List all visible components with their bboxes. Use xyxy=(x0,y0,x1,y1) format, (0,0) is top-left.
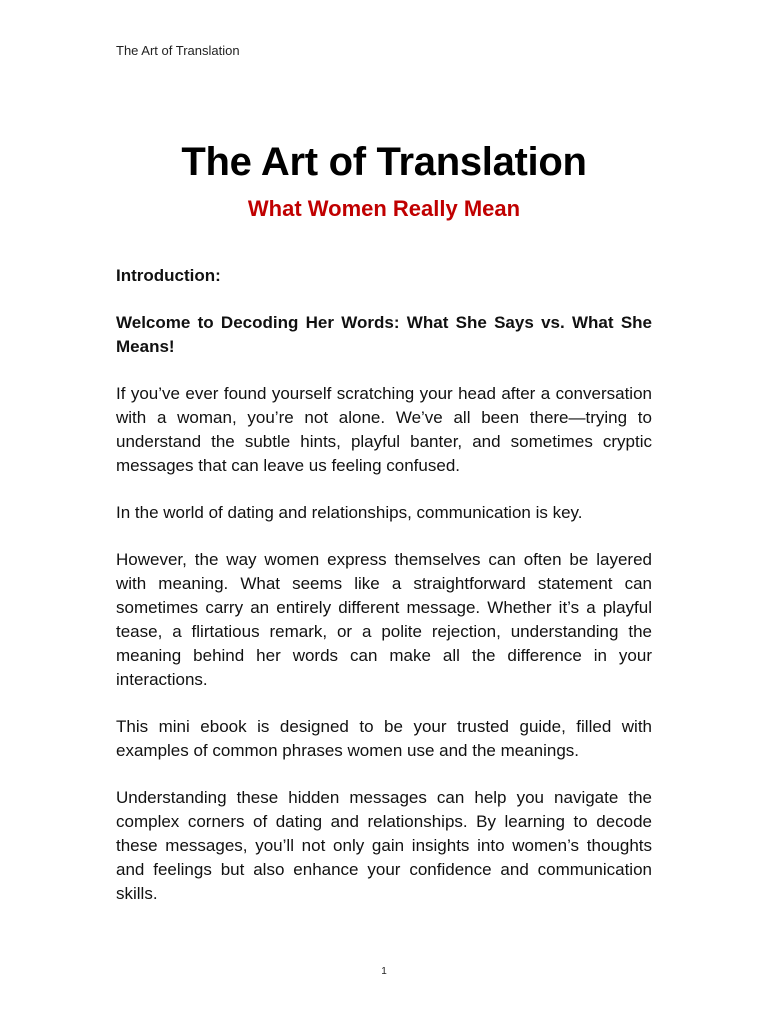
body-paragraph: This mini ebook is designed to be your trusted guide, filled with examples of common phrases women use and the meanings. xyxy=(116,717,652,760)
lead-paragraph: Welcome to Decoding Her Words: What She Says vs. What She Means! xyxy=(116,313,652,356)
document-body xyxy=(116,264,652,929)
running-header: The Art of Translation xyxy=(116,43,240,58)
document-title: The Art of Translation xyxy=(181,140,587,184)
page-number: 1 xyxy=(381,966,387,977)
introduction-heading: Introduction: xyxy=(116,266,221,285)
document-subtitle: What Women Really Mean xyxy=(247,196,521,221)
body-paragraph: In the world of dating and relationships, communication is key. xyxy=(116,503,583,522)
body-paragraph: However, the way women express themselves can often be layered with meaning. What seems like a straightforward statement can sometimes carry an entirely different message. Whether it’s a playful tease, a flirtatious remark, or a polite rejection, understanding the meaning behind her words can make all the difference in your interactions. xyxy=(116,550,652,689)
body-paragraph: Understanding these hidden messages can help you navigate the complex corners of dating and relationships. By learning to decode these messages, you’ll not only gain insights into women’s thoughts and feelings but also enhance your confidence and communication skills. xyxy=(116,788,652,903)
body-paragraph: If you’ve ever found yourself scratching your head after a conversation with a woman, you’re not alone. We’ve all been there—trying to understand the subtle hints, playful banter, and sometimes cryptic messages that can leave us feeling confused. xyxy=(116,384,652,475)
